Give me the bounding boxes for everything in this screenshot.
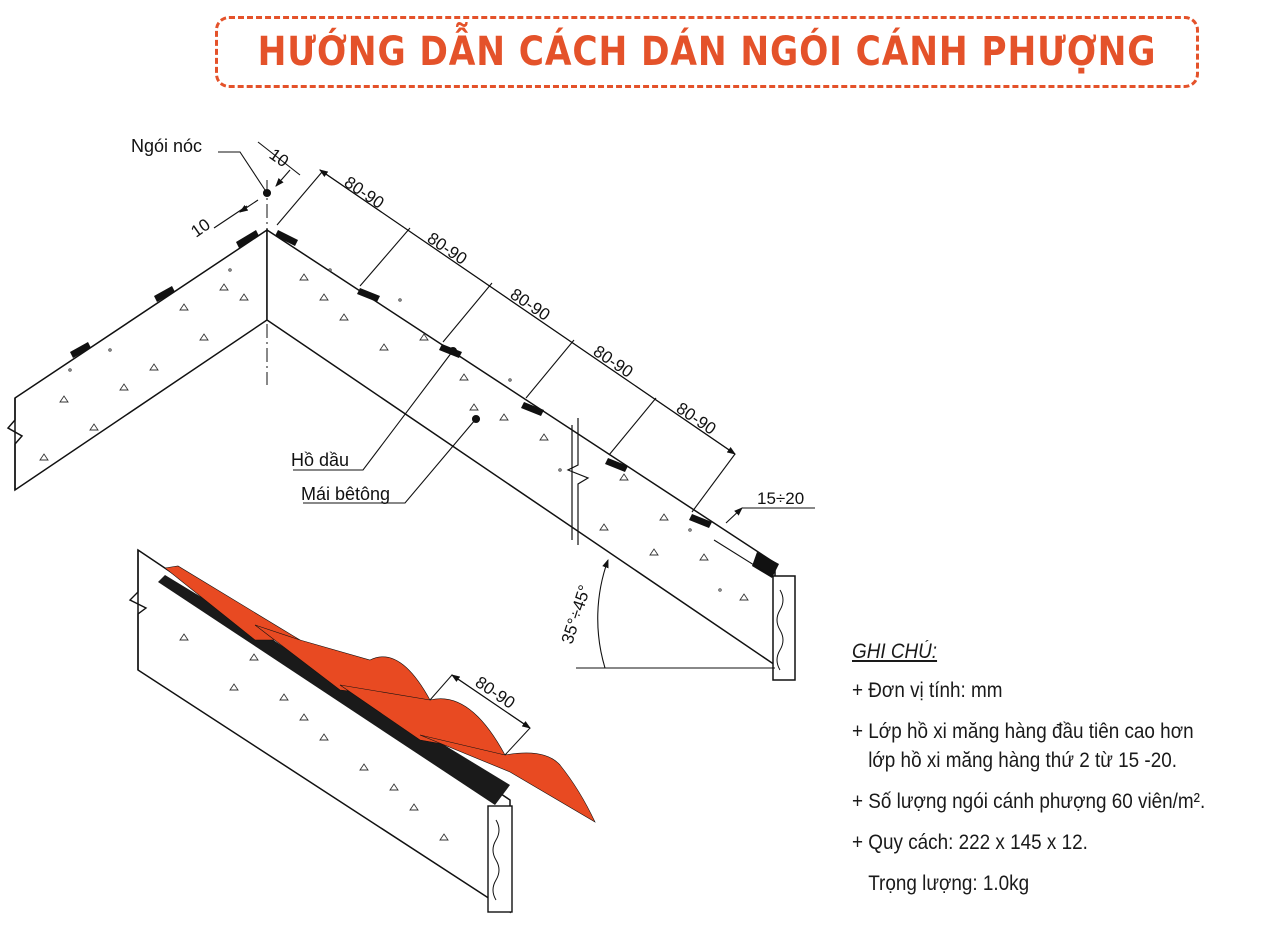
slope-angle-label: 35°÷45° [557, 582, 595, 647]
spacing-label: 80-90 [340, 172, 388, 213]
spacing-label: 80-90 [506, 284, 554, 325]
spacing-label: 80-90 [589, 341, 637, 382]
detail-fascia [488, 806, 512, 912]
eave-gap-label: 15÷20 [757, 489, 805, 508]
note-weight: Trọng lượng: 1.0kg [868, 872, 1030, 895]
notes-panel [852, 640, 1277, 898]
notes-heading: GHI CHÚ: [852, 640, 938, 663]
note-mortar [852, 717, 1235, 775]
mortar-label: Hồ dầu [291, 450, 350, 470]
note-mortar-line2: lớp hồ xi măng hàng thứ 2 từ 15 -20. [868, 749, 1177, 772]
angle-arc [598, 560, 608, 668]
eave-fascia [773, 576, 795, 680]
note-spec: + Quy cách: 222 x 145 x 12. [852, 831, 1088, 854]
note-quantity: + Số lượng ngói cánh phượng 60 viên/m². [852, 790, 1206, 813]
spacing-label: 80-90 [672, 398, 720, 439]
page-title: HƯỚNG DẪN CÁCH DÁN NGÓI CÁNH PHƯỢNG [257, 29, 1157, 75]
concrete-roof-label: Mái bêtông [301, 484, 391, 504]
note-unit: + Đơn vị tính: mm [852, 679, 1003, 702]
roof-section [8, 180, 795, 680]
tile-detail [130, 550, 595, 912]
ridge-offset-left: 10 [187, 214, 214, 242]
note-mortar-line1: + Lớp hồ xi măng hàng đầu tiên cao hơn [852, 720, 1194, 743]
ridge-offset-top: 10 [265, 144, 293, 172]
ridge-tile-label: Ngói nóc [131, 136, 203, 156]
detail-spacing-label: 80-90 [471, 672, 519, 713]
spacing-label: 80-90 [423, 228, 471, 269]
